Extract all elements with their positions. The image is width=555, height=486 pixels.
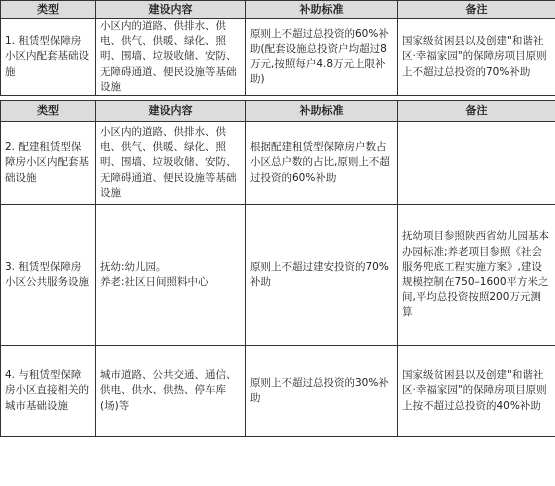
cell-type: 3. 租赁型保障房小区公共服务设施 bbox=[1, 205, 96, 346]
header-standard: 补助标准 bbox=[246, 1, 398, 19]
table-row bbox=[1, 346, 555, 437]
header-remark: 备注 bbox=[398, 101, 555, 122]
subsidy-table-part2 bbox=[0, 100, 555, 437]
cell-remark: 国家级贫困县以及创建"和谐社区·幸福家园"的保障房项目原则上按不超过总投资的40%补助 bbox=[398, 346, 555, 437]
header-content: 建设内容 bbox=[96, 1, 246, 19]
cell-content: 小区内的道路、供排水、供电、供气、供暖、绿化、照明、围墙、垃圾收储、安防、无障碍通道、便民设施等基础设施 bbox=[96, 122, 246, 205]
cell-type: 2. 配建租赁型保障房小区内配套基础设施 bbox=[1, 122, 96, 205]
cell-type: 1. 租赁型保障房小区内配套基础设施 bbox=[1, 19, 96, 96]
cell-standard: 原则上不超过建安投资的70%补助 bbox=[246, 205, 398, 346]
subsidy-table-part1 bbox=[0, 0, 555, 96]
header-type: 类型 bbox=[1, 1, 96, 19]
table-row bbox=[1, 19, 555, 96]
header-standard: 补助标准 bbox=[246, 101, 398, 122]
cell-standard: 原则上不超过总投资的60%补助(配套设施总投资户均超过8万元,按照每户4.8万元上限补助) bbox=[246, 19, 398, 96]
header-content: 建设内容 bbox=[96, 101, 246, 122]
table-header-row bbox=[1, 101, 555, 122]
cell-remark: 抚幼项目参照陕西省幼儿园基本办园标准;养老项目参照《社会服务兜底工程实施方案》,建设规模控制在750–1600平方米之间,平均总投资按照200万元测算 bbox=[398, 205, 555, 346]
table-row bbox=[1, 205, 555, 346]
cell-content: 抚幼:幼儿园。 养老:社区日间照料中心 bbox=[96, 205, 246, 346]
cell-standard: 原则上不超过总投资的30%补助 bbox=[246, 346, 398, 437]
table-row bbox=[1, 122, 555, 205]
cell-content: 城市道路、公共交通、通信、供电、供水、供热、停车库(场)等 bbox=[96, 346, 246, 437]
cell-remark bbox=[398, 122, 555, 205]
cell-type: 4. 与租赁型保障房小区直接相关的城市基础设施 bbox=[1, 346, 96, 437]
cell-standard: 根据配建租赁型保障房户数占小区总户数的占比,原则上不超过投资的60%补助 bbox=[246, 122, 398, 205]
cell-content: 小区内的道路、供排水、供电、供气、供暖、绿化、照明、围墙、垃圾收储、安防、无障碍通道、便民设施等基础设施 bbox=[96, 19, 246, 96]
table-header-row bbox=[1, 1, 555, 19]
cell-remark: 国家级贫困县以及创建"和谐社区·幸福家园"的保障房项目原则上不超过总投资的70%补助 bbox=[398, 19, 555, 96]
header-remark: 备注 bbox=[398, 1, 555, 19]
header-type: 类型 bbox=[1, 101, 96, 122]
